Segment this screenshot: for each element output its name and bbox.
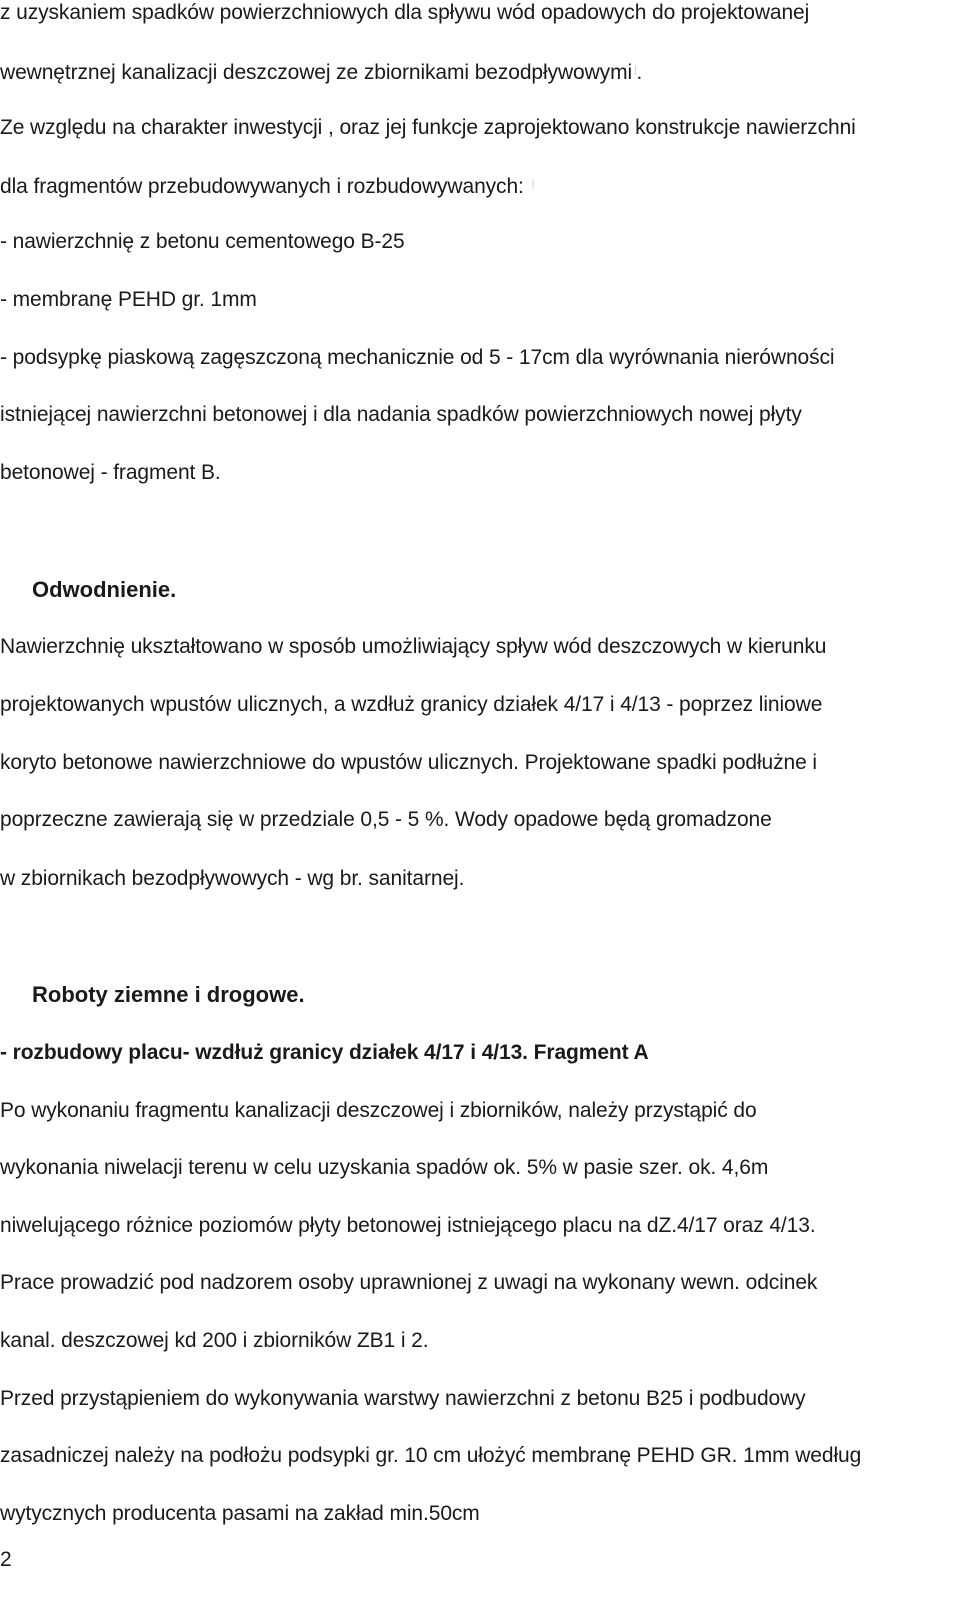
stray-mark: | [531, 179, 535, 190]
list-item: - podsypkę piaskową zagęszczoną mechanicznie od 5 - 17cm dla wyrównania nierówności [0, 346, 835, 369]
paragraph-line: projektowanych wpustów ulicznych, a wzdłuż granicy działek 4/17 i 4/13 - poprzez liniowe [0, 693, 823, 716]
list-item: - nawierzchnię z betonu cementowego B-25 [0, 230, 405, 253]
paragraph-line: Nawierzchnię ukształtowano w sposób umożliwiający spływ wód deszczowych w kierunku [0, 635, 827, 658]
paragraph-line [0, 172, 534, 200]
paragraph-line: kanal. deszczowej kd 200 i zbiorników ZB1 i 2. [0, 1329, 429, 1352]
paragraph-line: istniejącej nawierzchni betonowej i dla nadania spadków powierzchniowych nowej płyty [0, 403, 802, 426]
paragraph-line-text: dla fragmentów przebudowywanych i rozbudowywanych: [0, 175, 524, 198]
page-number: 2 [0, 1548, 12, 1571]
paragraph-line: betonowej - fragment B. [0, 461, 221, 484]
paragraph-line: Po wykonaniu fragmentu kanalizacji deszczowej i zbiorników, należy przystąpić do [0, 1099, 757, 1122]
section-heading-roboty: Roboty ziemne i drogowe. [32, 982, 305, 1007]
paragraph-line: niwelującego różnice poziomów płyty betonowej istniejącego placu na dZ.4/17 oraz 4/13. [0, 1214, 816, 1237]
section-heading-odwodnienie: Odwodnienie. [32, 577, 177, 602]
paragraph-line: Przed przystąpieniem do wykonywania warstwy nawierzchni z betonu B25 i podbudowy [0, 1387, 806, 1410]
stray-mark: | [634, 65, 637, 76]
paragraph-line: koryto betonowe nawierzchniowe do wpustów ulicznych. Projektowane spadki podłużne i [0, 751, 817, 774]
paragraph-line: w zbiornikach bezodpływowych - wg br. sanitarnej. [0, 867, 465, 890]
subheading-rozbudowa: - rozbudowy placu- wzdłuż granicy działek 4/17 i 4/13. Fragment A [0, 1041, 649, 1064]
paragraph-line: Ze względu na charakter inwestycji , oraz jej funkcje zaprojektowano konstrukcje nawierzchni [0, 116, 856, 139]
paragraph-line-text: wewnętrznej kanalizacji deszczowej ze zbiornikami bezodpływowymi [0, 61, 633, 84]
paragraph-line: zasadniczej należy na podłożu podsypki gr. 10 cm ułożyć membranę PEHD GR. 1mm według [0, 1444, 862, 1467]
paragraph-line: wykonania niwelacji terenu w celu uzyskania spadów ok. 5% w pasie szer. ok. 4,6m [0, 1156, 769, 1179]
list-item: - membranę PEHD gr. 1mm [0, 288, 257, 311]
paragraph-line: poprzeczne zawierają się w przedziale 0,5 - 5 %. Wody opadowe będą gromadzone [0, 808, 772, 831]
paragraph-line: Prace prowadzić pod nadzorem osoby uprawnionej z uwagi na wykonany wewn. odcinek [0, 1271, 818, 1294]
paragraph-line: wytycznych producenta pasami na zakład min.50cm [0, 1502, 480, 1525]
paragraph-line [0, 58, 642, 86]
paragraph-line: z uzyskaniem spadków powierzchniowych dla spływu wód opadowych do projektowanej [0, 1, 810, 24]
paragraph-line-suffix: . [636, 61, 643, 84]
